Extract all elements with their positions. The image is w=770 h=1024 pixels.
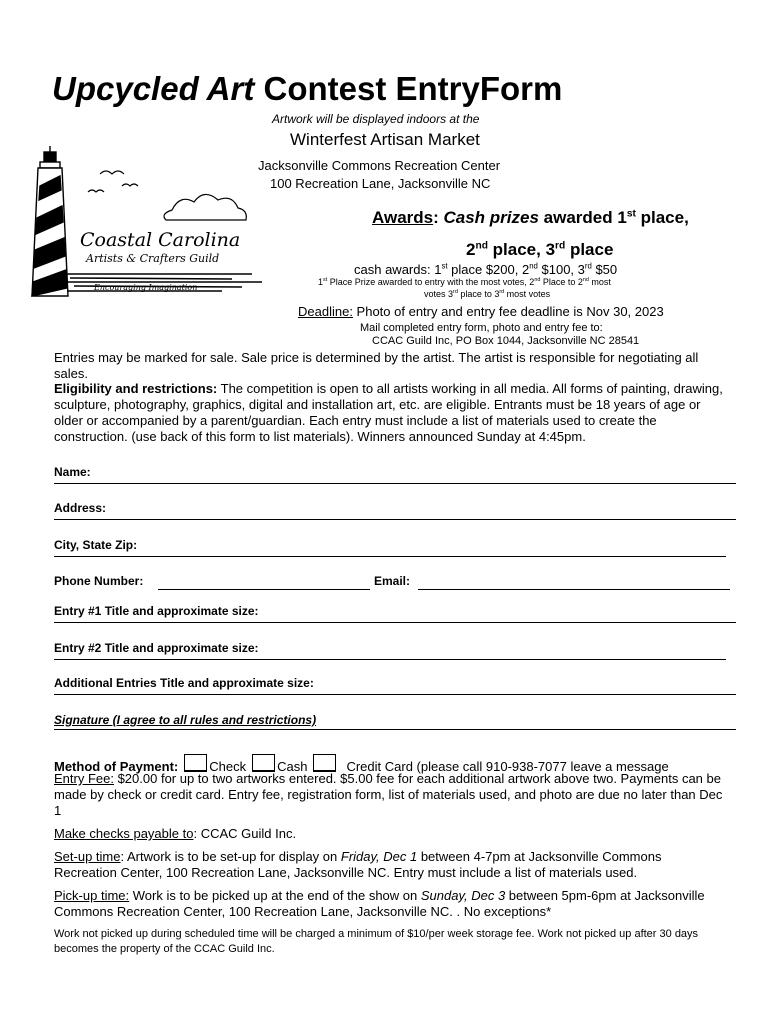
prize-rules [318,277,611,287]
name-field[interactable] [54,483,736,484]
signature-label: Signature (I agree to all rules and restrictions) [54,713,317,727]
logo-name: Coastal Carolina [80,229,241,251]
credit-checkbox[interactable] [313,754,336,772]
second-text: place, 3 [487,240,556,259]
pickup-paragraph [54,888,724,920]
sup-nd: nd [582,277,589,283]
pickup-text-a: Work is to be picked up at the end of the show on [129,888,421,903]
sup-st: st [441,261,448,271]
setup-day: Friday, Dec 1 [340,849,418,864]
cash-a: cash awards: 1 [354,262,442,277]
checks-text: : CCAC Guild Inc. [193,826,297,841]
sup-rd: rd [584,261,592,271]
prize-f: place to 3 [457,289,500,299]
mail-instructions: Mail completed entry form, photo and entry fee to: [360,322,603,334]
deadline-text: Photo of entry and entry fee deadline is Nov 30, 2023 [352,304,664,319]
awards-heading [372,208,689,228]
check-label: Check [209,759,247,774]
lighthouse-icon [32,146,68,296]
entry-fee-paragraph [54,771,724,819]
prize-g: most votes [504,289,551,299]
setup-paragraph [54,849,724,881]
entry2-field[interactable] [54,659,726,660]
pickup-text-b: between 5pm-6pm at Jacksonville Commons Recreation Center, 100 Recreation Lane, Jacksonville NC. . No exceptions* [54,888,705,919]
awards-text: awarded 1 [538,208,627,227]
email-field[interactable] [418,589,730,590]
entry-fee-text: $20.00 for up to two artworks entered. $5.00 fee for each additional artwork above two. Payments can be made by check or credit card. Entry fee, registration form, list of materials used, and photo are due no later than Dec 1 [54,771,723,818]
prize-rules-2 [424,289,550,299]
cash-label: Cash [277,759,308,774]
prize-c: Place to 2 [540,277,583,287]
sup-rd: rd [453,289,458,295]
guild-logo [22,146,272,306]
third-text: place [565,240,614,259]
prize-e: votes 3 [424,289,454,299]
entry1-field[interactable] [54,622,736,623]
sup-rd: rd [499,289,505,295]
storage-fee-note: Work not picked up during scheduled time will be charged a minimum of $10/per week storage fee. Work not picked up after 30 days becomes the property of the CCAC Guild Inc. [54,928,699,955]
deadline-label: Deadline: [298,304,353,319]
birds-icon [88,171,138,192]
email-label: Email: [374,574,411,588]
awards-place: place, [635,208,689,227]
checks-payable [54,826,724,842]
checks-label: Make checks payable to [54,826,194,841]
cloud-icon [164,194,246,220]
address-label: Address: [54,501,107,515]
setup-label: Set-up time [54,849,121,864]
city-label: City, State Zip: [54,538,138,552]
sale-paragraph: Entries may be marked for sale. Sale price is determined by the artist. The artist is responsible for negotiating all sales. [54,350,699,381]
setup-text-b: between 4-7pm at Jacksonville Commons Recreation Center, 100 Recreation Lane, Jacksonville NC. Entry must include a list of materials used. [54,849,662,880]
setup-text-a: : Artwork is to be set-up for display on [120,849,341,864]
sup-nd: nd [529,261,538,271]
cash-c: $100, 3 [537,262,585,277]
logo-subname: Artists & Crafters Guild [86,252,220,265]
credit-label: Credit Card (please call 910-938-7077 leave a message [346,759,669,774]
logo-tagline: Encouraging Imagination [94,283,198,292]
entry-fee-label: Entry Fee: [54,771,114,786]
phone-label: Phone Number: [54,574,144,588]
sup-st: st [323,277,328,283]
city-field[interactable] [54,556,726,557]
prize-d: most [588,277,611,287]
awards-places [466,240,613,260]
entry1-label: Entry #1 Title and approximate size: [54,604,259,618]
sup-rd: rd [555,240,566,252]
cash-awards [354,262,617,277]
deadline [298,304,664,319]
signature-field[interactable] [54,729,736,730]
entry2-label: Entry #2 Title and approximate size: [54,641,259,655]
sup-st: st [626,208,636,220]
cash-d: $50 [591,262,618,277]
awards-colon: : [433,208,444,227]
check-checkbox[interactable] [184,754,207,772]
mail-address: CCAC Guild Inc, PO Box 1044, Jacksonville NC 28541 [372,335,640,347]
form-title [52,70,562,108]
payment-label: Method of Payment: [54,759,179,774]
title-rest: Contest EntryForm [254,70,563,107]
phone-field[interactable] [158,589,370,590]
cash-b: place $200, 2 [447,262,530,277]
cash-checkbox[interactable] [252,754,275,772]
second-num: 2 [466,240,476,259]
eligibility-paragraph [54,381,724,445]
venue-address: 100 Recreation Lane, Jacksonville NC [270,176,491,191]
awards-label: Awards [372,208,434,227]
display-note: Artwork will be displayed indoors at the [272,112,480,126]
prize-b: Place Prize awarded to entry with the most votes, 2 [327,277,535,287]
address-field[interactable] [54,519,736,520]
prize-a: 1 [318,277,324,287]
pickup-day: Sunday, Dec 3 [420,888,506,903]
additional-entries-label: Additional Entries Title and approximate size: [54,676,314,690]
sup-nd: nd [534,277,541,283]
eligibility-label: Eligibility and restrictions: [54,381,218,396]
venue-name: Jacksonville Commons Recreation Center [258,158,501,173]
awards-cash-prizes: Cash prizes [443,208,539,227]
name-label: Name: [54,465,91,479]
additional-entries-field[interactable] [54,694,736,695]
sup-nd: nd [475,240,488,252]
title-italic: Upcycled Art [52,70,255,107]
pickup-label: Pick-up time: [54,888,130,903]
eligibility-text: The competition is open to all artists working in all media. All forms of painting, drawing, sculpture, photography, graphics, digital and installation art, etc. are eligible. Entrants must be 18 years of age or older or accompanied by a parent/guardian. Each entry must include a list of materials used to create the construction. (use back of this form to list materials). Winners announced Sunday at 4:45pm. [54,381,723,444]
event-name: Winterfest Artisan Market [290,130,480,149]
